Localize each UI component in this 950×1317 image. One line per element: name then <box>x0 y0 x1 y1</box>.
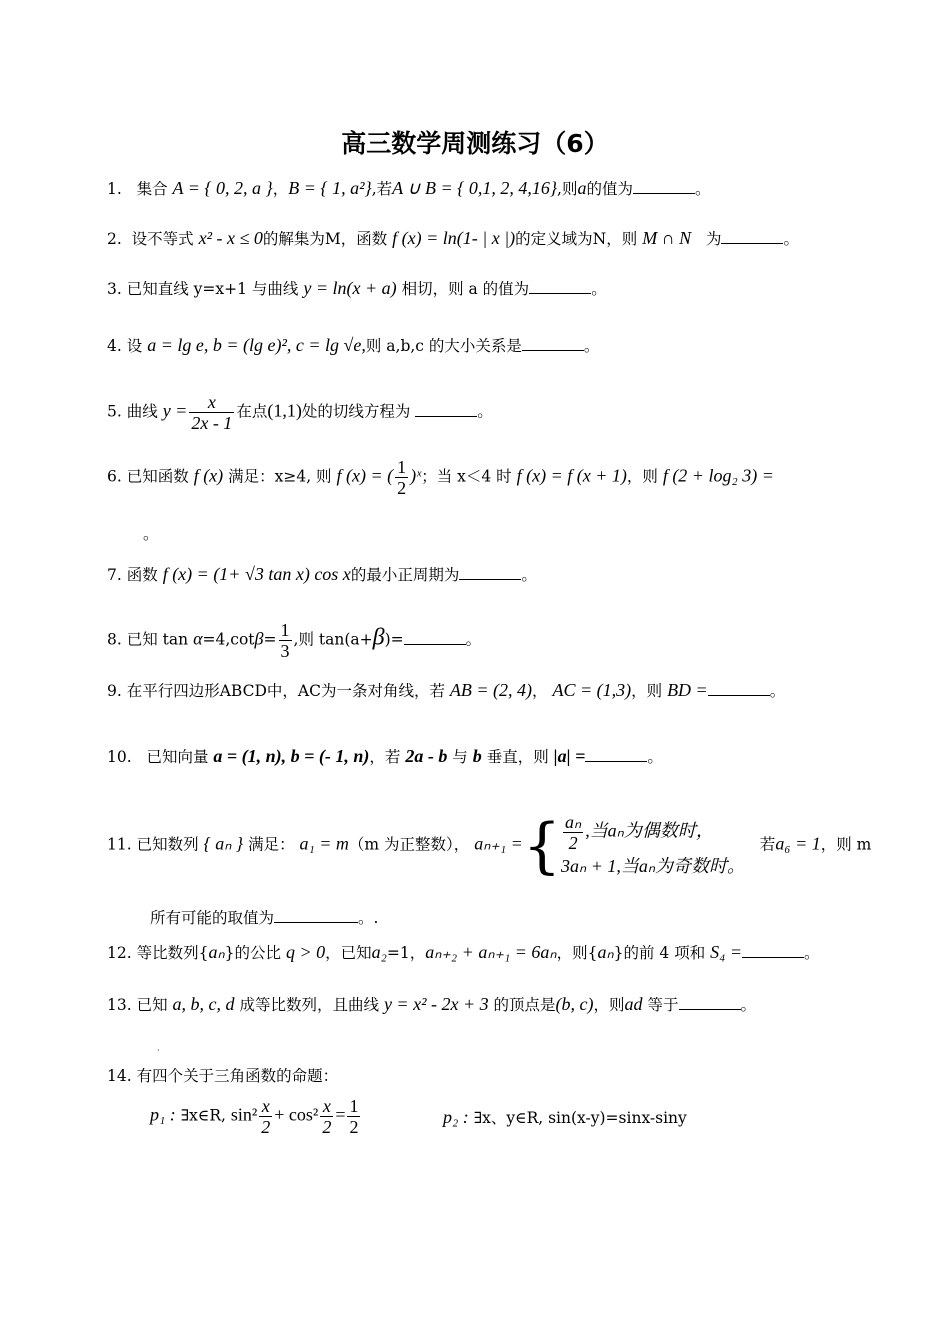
question-text: 。 <box>740 996 757 1014</box>
math-expr: b <box>472 746 482 766</box>
question-text: （m 为正整数）， <box>348 835 470 854</box>
math-expr: β <box>372 624 385 651</box>
math-expr: A = { 0, 2, a } <box>172 178 273 198</box>
math-expr: a <box>577 178 587 198</box>
fraction <box>259 1096 272 1137</box>
stray-dot: · <box>157 1046 160 1055</box>
math-expr: aₙ₊₂ + aₙ₊₁ = 6aₙ <box>425 942 557 962</box>
math-expr: { aₙ } <box>203 833 244 854</box>
question-text: 成等比数列，且曲线 <box>239 996 379 1014</box>
question-text: 设 <box>126 337 143 355</box>
fraction-numerator: x <box>320 1096 333 1117</box>
math-expr: f (x) = ( <box>336 465 394 486</box>
answer-blank <box>679 995 741 1010</box>
answer-blank <box>708 681 770 696</box>
math-expr: f (x) <box>193 465 224 486</box>
question-text: ；当 x＜4 时 <box>421 467 512 486</box>
math-expr: β <box>254 628 264 649</box>
math-expr: B = { 1, a²} <box>288 178 372 198</box>
proposition-text: ∃x、y∈R, sin(x-y)=sinx-siny <box>473 1109 687 1127</box>
math-expr: y = <box>162 400 188 421</box>
question-number: 2. <box>107 230 122 248</box>
question-text: ，则 <box>593 996 625 1014</box>
fraction-numerator: x <box>259 1096 272 1117</box>
question-text: 在平行四边形ABCD中，AC为一条对角线，若 <box>126 682 445 700</box>
question-text: 的值为 <box>586 180 633 198</box>
math-expr: a₂ <box>371 942 387 962</box>
question-text: 函数 <box>126 566 158 584</box>
question-text: ， <box>272 180 289 198</box>
question-text: 已知 tan <box>126 630 189 649</box>
question-text: ,则 tan(a+ <box>293 630 373 649</box>
math-expr: BD = <box>667 680 708 700</box>
question-number: 5. <box>107 402 122 421</box>
proposition-p2 <box>443 1106 687 1128</box>
question-text: ，则 <box>626 467 658 486</box>
fraction-denominator: 2 <box>349 1117 359 1137</box>
math-expr: a₆ = 1 <box>775 833 821 854</box>
answer-blank <box>585 747 647 762</box>
question-number: 4. <box>107 337 122 355</box>
question-text: 。 <box>804 944 820 962</box>
question-text: 。 <box>465 630 482 649</box>
question-text: ，则 m <box>820 835 872 854</box>
question-text: 设不等式 <box>131 230 194 248</box>
fraction <box>563 812 583 853</box>
question-number: 10. <box>107 748 132 766</box>
question-text: 已知向量 <box>146 748 209 766</box>
proposition-text: ∃x∈R, <box>180 1106 226 1125</box>
math-expr: 2a - b <box>405 746 448 766</box>
fraction-denominator: 2 <box>568 833 578 853</box>
question-6 <box>107 457 855 498</box>
fraction-numerator: 1 <box>280 620 290 640</box>
fraction-numerator: x <box>189 392 234 413</box>
question-number: 1. <box>107 180 122 198</box>
math-expr: = <box>335 1104 346 1125</box>
case-2: 3aₙ + 1,当aₙ为奇数时。 <box>561 856 746 876</box>
question-1 <box>107 176 855 201</box>
math-expr: (1,1) <box>267 400 302 421</box>
fraction <box>189 392 234 433</box>
math-expr: f (x) = f (x + 1) <box>516 465 627 486</box>
question-14 <box>107 1064 855 1088</box>
question-text: ， <box>532 682 548 700</box>
question-text: 。 <box>521 566 537 584</box>
fraction-numerator: 1 <box>397 457 407 477</box>
question-8 <box>107 620 855 661</box>
question-9 <box>107 678 855 703</box>
math-expr: )ˣ <box>410 465 422 486</box>
fraction-numerator: aₙ <box>565 812 582 832</box>
math-expr: y = x² - 2x + 3 <box>383 994 489 1014</box>
fraction <box>347 1096 360 1137</box>
question-text: 的顶点是 <box>493 996 556 1014</box>
question-3 <box>107 276 855 301</box>
fraction-denominator: 3 <box>280 641 290 661</box>
question-10 <box>107 744 855 769</box>
question-5 <box>107 392 855 433</box>
question-text: 集合 <box>136 180 168 198</box>
question-text: 则 a,b,c 的大小关系是 <box>365 337 522 355</box>
math-expr: M ∩ N <box>642 228 692 248</box>
math-expr: sin² <box>230 1104 258 1125</box>
question-text: 为 <box>705 230 722 248</box>
question-text: 满足： <box>248 835 295 854</box>
question-number: 9. <box>107 682 122 700</box>
question-text: 。 <box>583 337 600 355</box>
math-expr: aₙ₊₁ = <box>474 833 523 854</box>
question-text: 。 <box>694 180 711 198</box>
math-expr: y = ln(x + a) <box>303 278 397 298</box>
question-text: ，已知 <box>325 944 372 962</box>
question-text: ，则{ <box>556 944 598 962</box>
math-expr: a = (1, n), b = (- 1, n) <box>213 746 370 766</box>
math-expr: q > 0 <box>285 942 326 962</box>
answer-blank <box>721 229 783 244</box>
math-expr: AC = (1,3) <box>552 680 632 700</box>
question-text: 在点 <box>236 402 268 421</box>
math-expr: AB = (2, 4) <box>449 680 533 700</box>
proposition-p1 <box>150 1096 362 1137</box>
math-expr: f (x) = (1+ √3 tan x) cos x <box>162 564 351 584</box>
question-text: 的解集为M，函数 <box>262 230 388 248</box>
question-4 <box>107 333 855 358</box>
fraction-numerator: 1 <box>349 1096 359 1116</box>
question-number: 13. <box>107 996 132 1014</box>
case-text: ,当aₙ为偶数时， <box>585 820 714 841</box>
math-expr: a₁ = m <box>299 833 349 854</box>
question-text: =1， <box>386 944 426 962</box>
answer-blank <box>274 908 358 923</box>
math-expr: aₙ <box>597 942 614 962</box>
math-expr: x² - x ≤ 0 <box>198 228 263 248</box>
fraction <box>320 1096 333 1137</box>
case-1 <box>561 812 745 853</box>
question-text: 。. <box>358 909 379 927</box>
question-11 <box>107 810 872 881</box>
answer-blank <box>633 179 695 194</box>
page-title: 高三数学周测练习（6） <box>341 129 609 158</box>
math-expr: S₄ = <box>710 942 743 962</box>
question-text: 。 <box>783 230 799 248</box>
math-expr: aₙ <box>208 942 225 962</box>
question-text: 垂直，则 <box>486 748 549 766</box>
question-13 <box>107 992 855 1017</box>
question-number: 14. <box>107 1067 132 1085</box>
fraction <box>279 620 292 661</box>
math-expr: (b, c) <box>555 994 594 1014</box>
question-number: 8. <box>107 630 122 649</box>
answer-blank <box>529 279 591 294</box>
question-text: 若 <box>759 835 776 854</box>
question-7 <box>107 562 855 587</box>
fraction <box>395 457 408 498</box>
answer-blank <box>404 630 466 645</box>
math-expr: f (x) = ln(1- | x |) <box>392 228 516 248</box>
math-expr: α <box>193 628 203 649</box>
question-text: )= <box>384 630 404 649</box>
piecewise-cases <box>561 812 745 879</box>
question-text: 曲线 <box>126 402 158 421</box>
question-number: 3. <box>107 280 122 298</box>
left-brace: { <box>522 810 562 881</box>
question-text: 已知数列 <box>136 835 199 854</box>
question-11-line2 <box>150 906 378 928</box>
math-expr: + cos² <box>274 1104 319 1125</box>
question-text: 。 <box>769 682 786 700</box>
math-expr: f (2 + log₂ 3) = <box>662 465 774 486</box>
question-text: 处的切线方程为 <box>301 402 411 421</box>
question-text: 与 <box>452 748 468 766</box>
question-text: 。 <box>591 280 607 298</box>
question-text: ，若 <box>369 748 401 766</box>
question-text: 满足：x≥4, 则 <box>228 467 332 486</box>
question-text: 有四个关于三角函数的命题： <box>136 1067 339 1085</box>
math-expr: |a| = <box>553 746 586 766</box>
math-expr: a = lg e, b = (lg e)², c = lg √e, <box>147 335 366 355</box>
question-text: 。 <box>647 748 663 766</box>
question-text: 已知直线 y=x+1 与曲线 <box>126 280 299 298</box>
question-text: 已知函数 <box>126 467 189 486</box>
question-text: 相切，则 a 的值为 <box>401 280 530 298</box>
answer-blank <box>415 402 477 417</box>
question-text: 的定义域为N，则 <box>515 230 638 248</box>
proposition-label: p₁ : <box>150 1104 176 1125</box>
question-6-end: 。 <box>143 525 159 543</box>
question-text: 已知 <box>136 996 168 1014</box>
question-text: 的最小正周期为 <box>350 566 460 584</box>
question-text: ,若 <box>371 180 393 198</box>
fraction-denominator: 2 <box>397 478 407 498</box>
answer-blank <box>742 943 804 958</box>
question-number: 12. <box>107 944 132 962</box>
question-text: ，则 <box>631 682 663 700</box>
proposition-label: p₂ : <box>443 1107 469 1127</box>
fraction-denominator: 2 <box>322 1117 332 1137</box>
question-text: }的公比 <box>224 944 282 962</box>
question-12 <box>107 940 855 965</box>
question-text: }的前 4 项和 <box>613 944 706 962</box>
question-number: 7. <box>107 566 122 584</box>
answer-blank <box>459 565 521 580</box>
question-text: =4,cot <box>202 630 255 649</box>
question-number: 6. <box>107 467 122 486</box>
question-text: 等于 <box>647 996 679 1014</box>
question-text: = <box>263 630 277 649</box>
math-expr: A ∪ B = { 0,1, 2, 4,16} <box>392 178 558 198</box>
math-expr: ad <box>624 994 643 1014</box>
question-text: 。 <box>477 402 493 421</box>
question-text: ,则 <box>557 180 578 198</box>
fraction-denominator: 2x - 1 <box>191 413 233 433</box>
question-number: 11. <box>107 835 132 854</box>
math-expr: a, b, c, d <box>172 994 235 1014</box>
fraction-denominator: 2 <box>261 1117 271 1137</box>
question-text: 所有可能的取值为 <box>150 909 275 927</box>
question-2 <box>107 226 855 251</box>
question-text: 等比数列{ <box>136 944 209 962</box>
answer-blank <box>522 336 584 351</box>
